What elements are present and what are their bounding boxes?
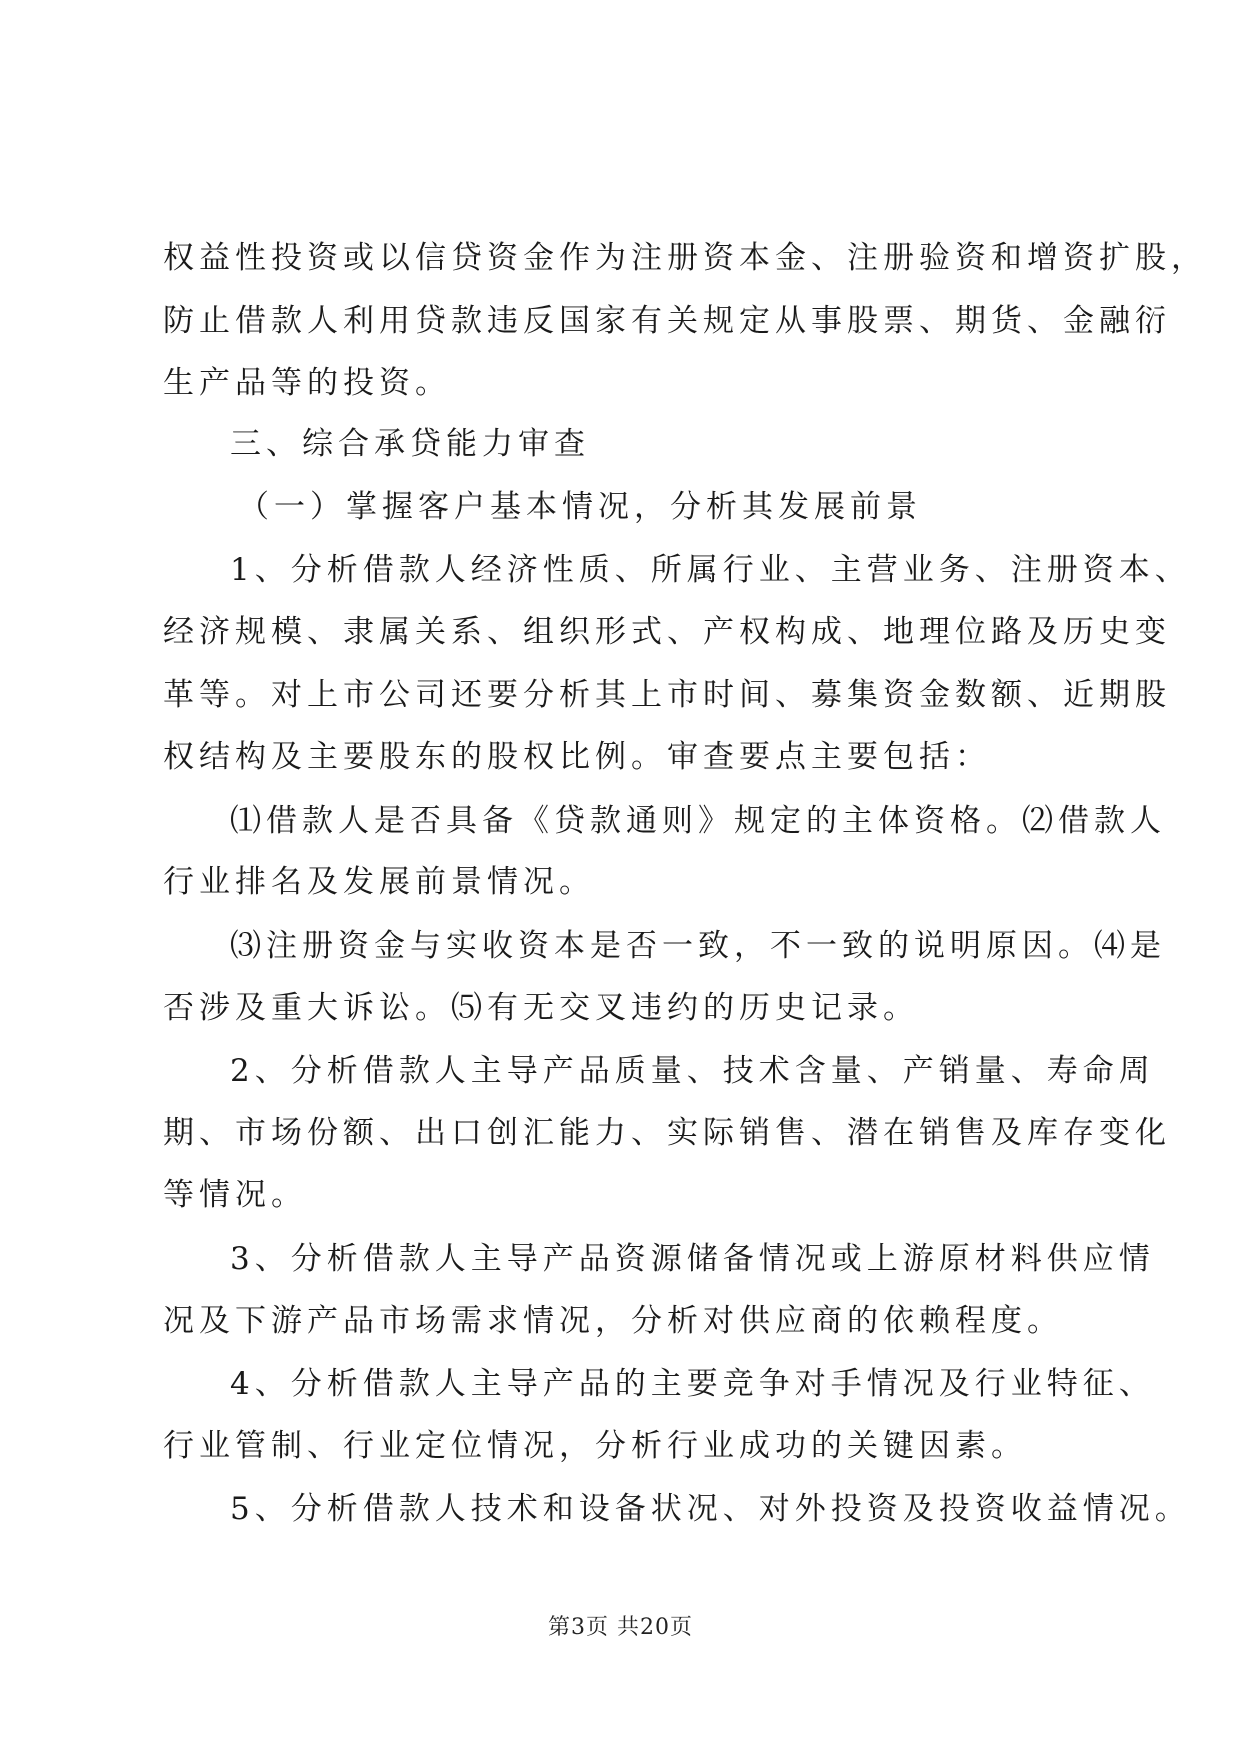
text-line: 经济规模、隶属关系、组织形式、产权构成、地理位路及历史变 xyxy=(163,614,1171,650)
text-line: 4、分析借款人主导产品的主要竞争对手情况及行业特征、 xyxy=(230,1366,1155,1402)
subsection-heading: （一）掌握客户基本情况，分析其发展前景 xyxy=(238,489,922,525)
text-line: 行业排名及发展前景情况。 xyxy=(163,864,595,900)
page-number-footer: 第3页 共20页 xyxy=(548,1615,693,1640)
text-line: 否涉及重大诉讼。⑸有无交叉违约的历史记录。 xyxy=(163,990,919,1026)
text-line: 革等。对上市公司还要分析其上市时间、募集资金数额、近期股 xyxy=(163,677,1171,713)
text-line: 等情况。 xyxy=(163,1177,307,1213)
text-line: ⑶注册资金与实收资本是否一致，不一致的说明原因。⑷是 xyxy=(230,928,1166,964)
text-line: 3、分析借款人主导产品资源储备情况或上游原材料供应情 xyxy=(230,1241,1155,1277)
text-line: ⑴借款人是否具备《贷款通则》规定的主体资格。⑵借款人 xyxy=(230,803,1166,839)
text-line: 权益性投资或以信贷资金作为注册资本金、注册验资和增资扩股， xyxy=(163,240,1207,276)
text-line: 2、分析借款人主导产品质量、技术含量、产销量、寿命周 xyxy=(230,1053,1155,1089)
text-line: 防止借款人利用贷款违反国家有关规定从事股票、期货、金融衍 xyxy=(163,303,1171,339)
text-line: 况及下游产品市场需求情况，分析对供应商的依赖程度。 xyxy=(163,1303,1063,1339)
section-heading: 三、综合承贷能力审查 xyxy=(230,426,590,462)
text-line: 5、分析借款人技术和设备状况、对外投资及投资收益情况。 xyxy=(230,1491,1191,1527)
text-line: 生产品等的投资。 xyxy=(163,365,451,401)
text-line: 权结构及主要股东的股权比例。审查要点主要包括： xyxy=(163,739,991,775)
text-line: 行业管制、行业定位情况，分析行业成功的关键因素。 xyxy=(163,1428,1027,1464)
text-line: 期、市场份额、出口创汇能力、实际销售、潜在销售及库存变化 xyxy=(163,1115,1171,1151)
text-line: 1、分析借款人经济性质、所属行业、主营业务、注册资本、 xyxy=(230,552,1191,588)
